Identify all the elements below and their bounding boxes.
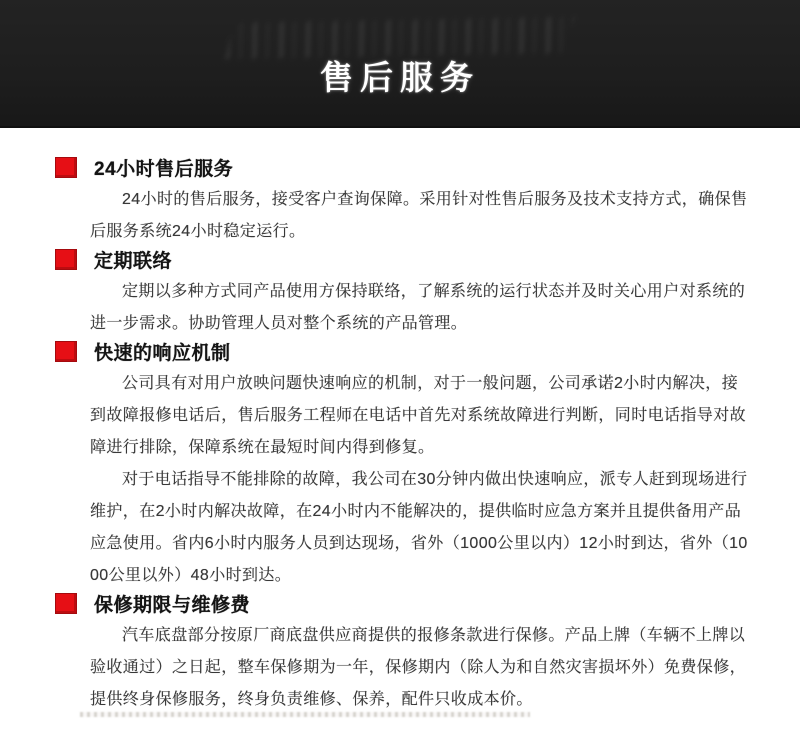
section-heading-row: [55, 248, 800, 270]
section-heading-row: [55, 156, 800, 178]
section-heading-row: [55, 592, 800, 614]
section-regular-contact: [0, 248, 800, 340]
red-square-bullet-icon: [55, 249, 77, 270]
section-body: [0, 368, 800, 592]
section-24h-service: [0, 156, 800, 248]
section-heading-row: [55, 340, 800, 362]
content-area: [0, 128, 800, 716]
footer-watermark: [80, 712, 530, 717]
header-banner: [0, 0, 800, 128]
paragraph: 对于电话指导不能排除的故障，我公司在30分钟内做出快速响应，派专人赶到现场进行维护，在2小时内解决故障，在24小时内不能解决的，提供临时应急方案并且提供备用产品应急使用。省内6小时内服务人员到达现场，省外（1000公里以内）12小时到达，省外（1000公里以外）48小时到达。: [90, 471, 748, 584]
section-body: [0, 276, 800, 340]
paragraph: 公司具有对用户放映问题快速响应的机制，对于一般问题，公司承诺2小时内解决，接到故障报修电话后，售后服务工程师在电话中首先对系统故障进行判断，同时电话指导对故障进行排除，保障系统在最短时间内得到修复。: [90, 375, 747, 456]
page-title: 售后服务: [320, 59, 480, 96]
red-square-bullet-icon: [55, 341, 77, 362]
section-warranty: [0, 592, 800, 716]
section-heading: 定期联络: [94, 250, 173, 272]
section-heading: 保修期限与维修费: [94, 594, 251, 616]
paragraph: 汽车底盘部分按原厂商底盘供应商提供的报修条款进行保修。产品上牌（车辆不上牌以验收通过）之日起，整车保修期为一年，保修期内（除人为和自然灾害损坏外）免费保修，提供终身保修服务，终身负责维修、保养，配件只收成本价。: [90, 627, 747, 708]
section-heading: 24小时售后服务: [94, 158, 234, 180]
red-square-bullet-icon: [55, 157, 77, 178]
section-body: [0, 184, 800, 248]
paragraph: 定期以多种方式同产品使用方保持联络，了解系统的运行状态并及时关心用户对系统的进一步需求。协助管理人员对整个系统的产品管理。: [90, 283, 746, 332]
paragraph: 24小时的售后服务，接受客户查询保障。采用针对性售后服务及技术支持方式，确保售后服务系统24小时稳定运行。: [90, 191, 748, 240]
section-heading: 快速的响应机制: [94, 342, 231, 364]
section-body: [0, 620, 800, 716]
section-fast-response: [0, 340, 800, 592]
red-square-bullet-icon: [55, 593, 77, 614]
